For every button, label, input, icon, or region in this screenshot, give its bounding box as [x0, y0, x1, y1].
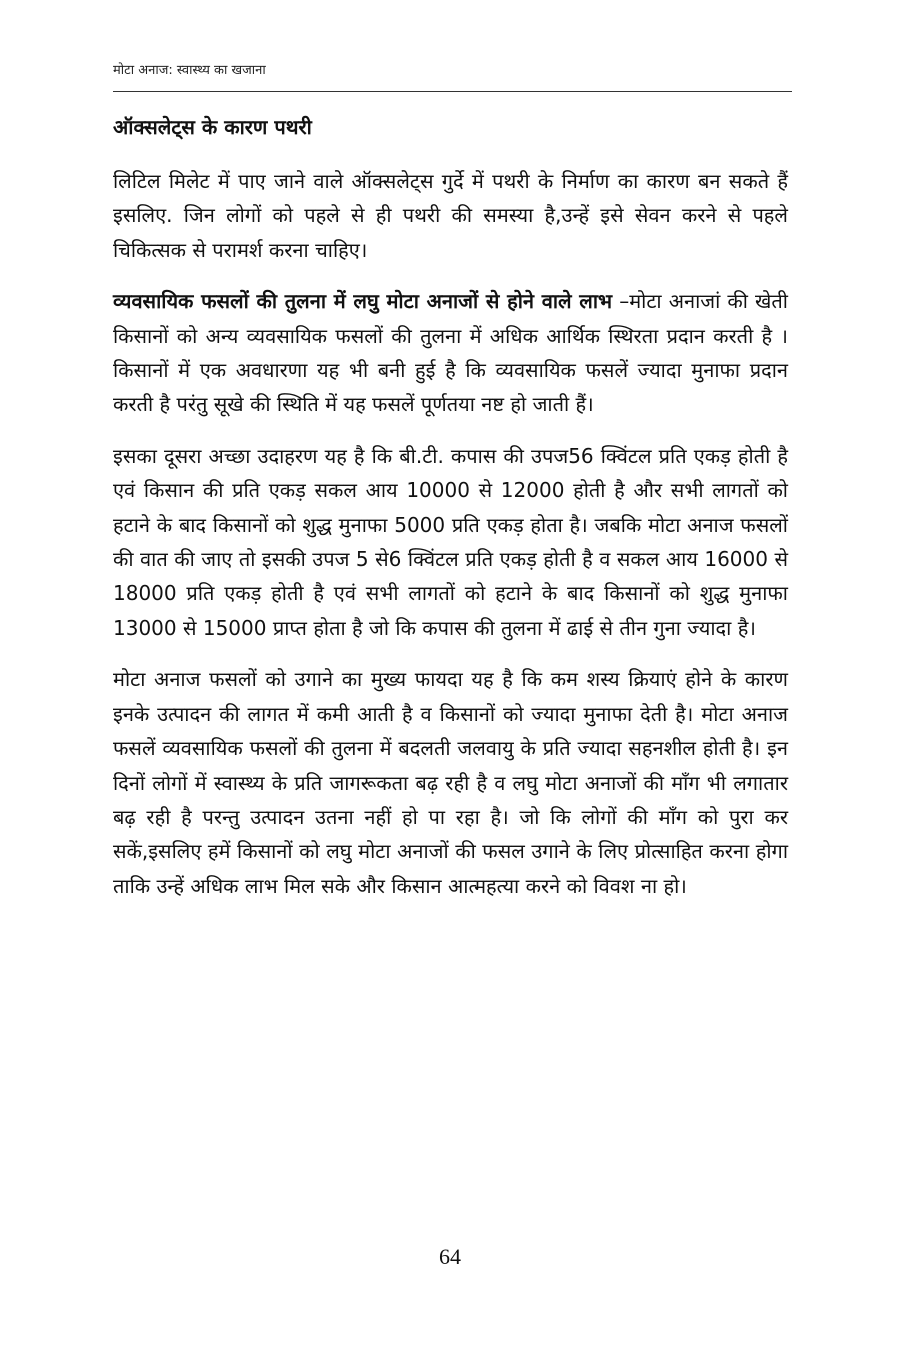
benefits-heading: व्यवसायिक फसलों की तुलना में लघु मोटा अनाजों से होने वाले लाभ: [113, 289, 613, 314]
page-number: 64: [439, 1244, 461, 1269]
header-divider: [113, 91, 792, 92]
cotton-comparison-paragraph: इसका दूसरा अच्छा उदाहरण यह है कि बी.टी. कपास की उपज56 क्विंटल प्रति एकड़ होती है एवं किसान की प्रति एकड़ सकल आय 10000 से 12000 होती है और सभी लागतों को हटाने के बाद किसानों को शुद्ध मुनाफा 5000 प्रति एकड़ होता है। जबकि मोटा अनाज फसलों की वात की जाए तो इसकी उपज 5 से6 क्विंटल प्रति एकड़ होती है व सकल आय 16000 से 18000 प्रति एकड़ होती है एवं सभी लागतों को हटाने के बाद किसानों को शुद्ध मुनाफा 13000 से 15000 प्राप्त होता है जो कि कपास की तुलना में ढाई से तीन गुना ज्यादा है।: [113, 443, 788, 640]
millet-advantage-paragraph: मोटा अनाज फसलों को उगाने का मुख्य फायदा यह है कि कम शस्य क्रियाएं होने के कारण इनके उत्पादन की लागत में कमी आती है व किसानों को ज्यादा मुनाफा देती है। मोटा अनाज फसलें व्यवसायिक फसलों की तुलना में बदलती जलवायु के प्रति ज्यादा सहनशील होती है। इन दिनों लोगों में स्वास्थ्य के प्रति जागरूकता बढ़ रही है व लघु मोटा अनाजों की माँग भी लगातार बढ़ रही है परन्तु उत्पादन उतना नहीं हो पा रहा है। जो कि लोगों की माँग को पुरा कर सकें,इसलिए हमें किसानों को लघु मोटा अनाजों की फसल उगाने के लिए प्रोत्साहित करना होगा ताकि उन्हें अधिक लाभ मिल सके और किसान आत्महत्या करने को विवश ना हो।: [113, 667, 788, 898]
running-header: मोटा अनाज: स्वास्थ्य का खजाना: [113, 63, 266, 78]
oxalates-paragraph: लिटिल मिलेट में पाए जाने वाले ऑक्सलेट्स गुर्दे में पथरी के निर्माण का कारण बन सकते हैं इसलिए. जिन लोगों को पहले से ही पथरी की समस्या है,उन्हें इसे सेवन करने से पहले चिकित्सक से परामर्श करना चाहिए।: [113, 169, 788, 262]
section-heading-oxalates: ऑक्सलेट्स के कारण पथरी: [113, 115, 312, 139]
benefits-intro-paragraph: [113, 284, 788, 422]
benefits-intro-text: –मोटा अनाजां की खेती किसानों को अन्य व्यवसायिक फसलों की तुलना में अधिक आर्थिक स्थिरता प्रदान करती है । किसानों में एक अवधारणा यह भी बनी हुई है कि व्यवसायिक फसलें ज्यादा मुनाफा प्रदान करती है परंतु सूखे की स्थिति में यह फसलें पूर्णतया नष्ट हो जाती हैं।: [113, 289, 788, 417]
page-content: [113, 110, 788, 903]
